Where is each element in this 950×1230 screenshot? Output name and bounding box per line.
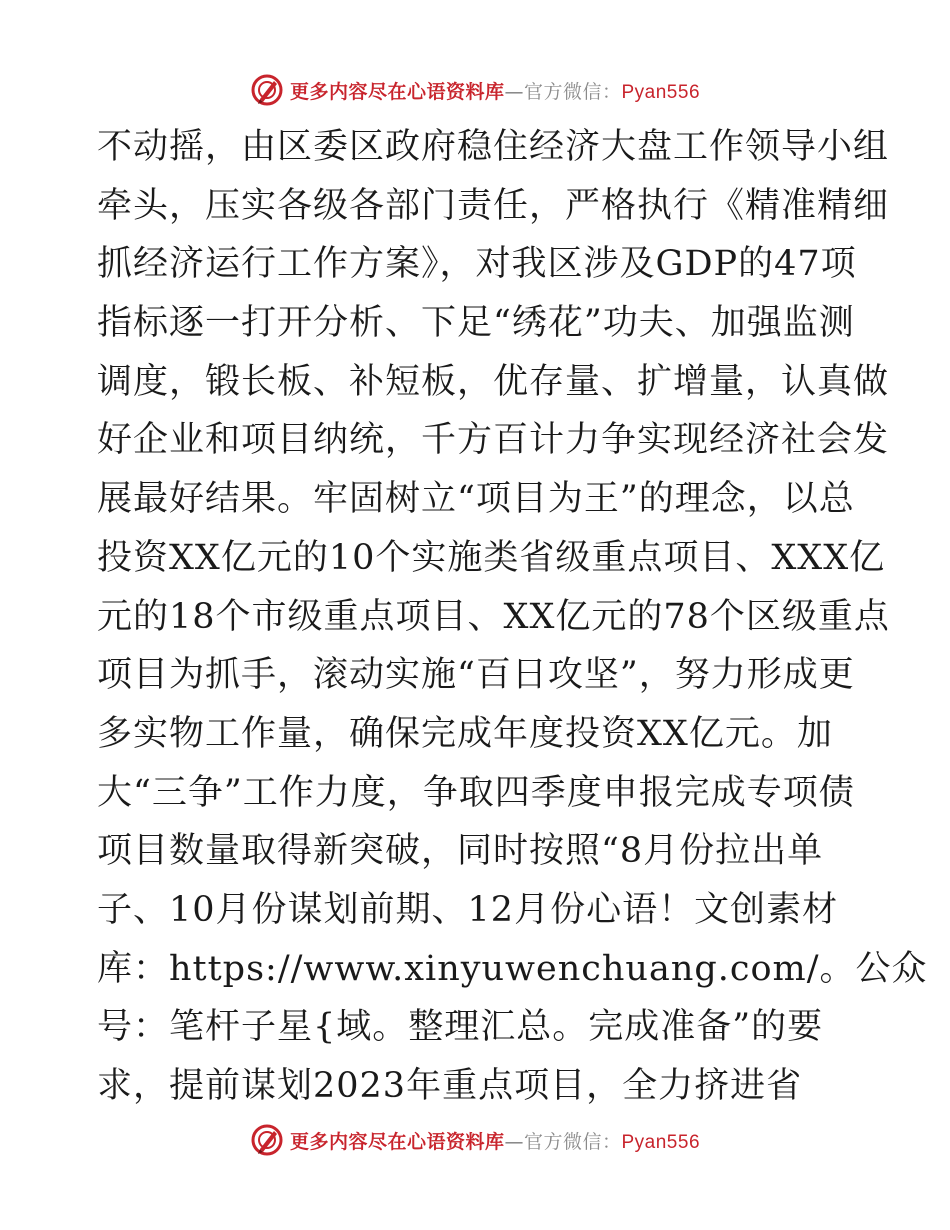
footer-brand: 更多内容尽在心语资料库 xyxy=(289,1130,505,1153)
pen-logo-icon xyxy=(250,73,284,107)
footer-wechat-label: 官方微信： xyxy=(523,1130,622,1153)
body-line: 多实物工作量，确保完成年度投资XX亿元。加 xyxy=(97,713,833,754)
body-line: 调度，锻长板、补短板，优存量、扩增量，认真做 xyxy=(97,361,890,402)
header-text xyxy=(290,77,700,104)
body-line: 指标逐一打开分析、下足“绣花”功夫、加强监测 xyxy=(97,303,855,344)
footer-text xyxy=(290,1127,700,1154)
header-wechat-id: Pyan556 xyxy=(621,81,701,103)
footer-dash: — xyxy=(504,1130,524,1153)
body-line: 不动摇，由区委区政府稳住经济大盘工作领导小组 xyxy=(97,127,890,167)
body-line: 项目为抓手，滚动实施“百日攻坚”，努力形成更 xyxy=(97,655,855,696)
body-line: 求，提前谋划2023年重点项目，全力挤进省 xyxy=(97,1066,803,1106)
document-body xyxy=(97,118,928,1116)
body-line: 号：笔杆子星{域。整理汇总。完成准备”的要 xyxy=(97,1007,824,1048)
body-line: 抓经济运行工作方案》，对我区涉及GDP的47项 xyxy=(97,244,857,285)
body-line: 好企业和项目纳统，千方百计力争实现经济社会发 xyxy=(97,420,890,461)
footer-wechat-id: Pyan556 xyxy=(621,1131,701,1153)
body-line: 项目数量取得新突破，同时按照“8月份拉出单 xyxy=(97,831,824,872)
body-line: 大“三争”工作力度，争取四季度申报完成专项债 xyxy=(97,772,855,813)
header-banner xyxy=(0,70,950,110)
header-dash: — xyxy=(504,80,524,103)
body-line: 展最好结果。牢固树立“项目为王”的理念，以总 xyxy=(97,479,855,520)
body-line: 子、10月份谋划前期、12月份心语！文创素材 xyxy=(97,889,839,930)
header-wechat-label: 官方微信： xyxy=(523,80,622,103)
footer-banner xyxy=(0,1120,950,1160)
body-line: 投资XX亿元的10个实施类省级重点项目、XXX亿 xyxy=(97,537,886,578)
body-line: 元的18个市级重点项目、XX亿元的78个区级重点 xyxy=(97,596,890,637)
header-brand: 更多内容尽在心语资料库 xyxy=(289,80,505,103)
body-line: 牵头，压实各级各部门责任，严格执行《精准精细 xyxy=(97,185,890,226)
pen-logo-icon xyxy=(250,1123,284,1157)
body-line: 库：https://www.xinyuwenchuang.com/。公众 xyxy=(97,948,928,989)
